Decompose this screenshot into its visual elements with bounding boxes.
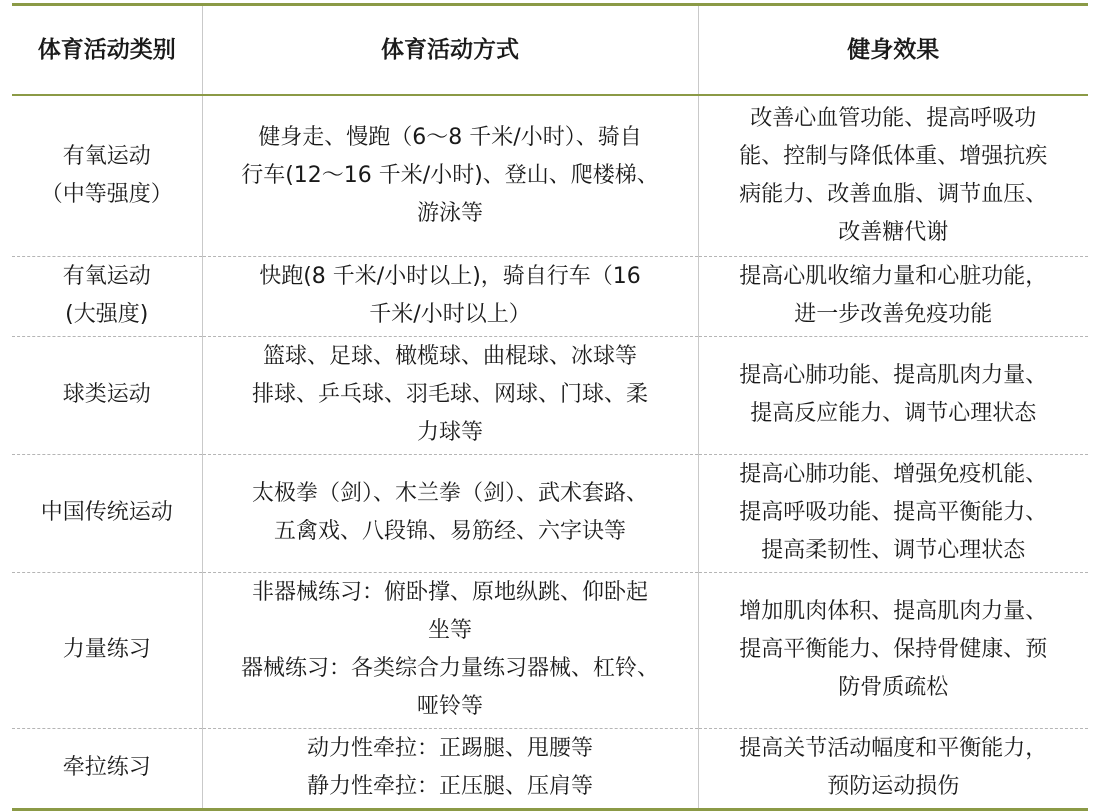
effect-line: 提高反应能力、调节心理状态 xyxy=(750,401,1037,426)
category-cell xyxy=(12,256,202,336)
table-row xyxy=(12,572,1088,728)
method-line: 坐等 xyxy=(427,618,472,643)
method-cell xyxy=(202,454,698,572)
effect-line: 提高呼吸功能、提高平衡能力、 xyxy=(739,500,1048,525)
method-line: 五禽戏、八段锦、易筋经、六字诀等 xyxy=(273,519,626,544)
category-line: （中等强度） xyxy=(40,181,173,207)
effect-line: 防骨质疏松 xyxy=(838,675,949,700)
category-cell xyxy=(12,728,202,808)
category-cell xyxy=(12,95,202,256)
header-category: 体育活动类别 xyxy=(12,6,202,95)
fitness-activity-table-container xyxy=(12,3,1088,811)
effect-cell xyxy=(698,728,1088,808)
method-line: 千米/小时以上） xyxy=(369,302,531,327)
method-line: 力球等 xyxy=(416,420,483,445)
effect-line: 改善心血管功能、提高呼吸功 xyxy=(750,105,1037,131)
effect-cell xyxy=(698,95,1088,256)
effect-line: 提高心肺功能、增强免疫机能、 xyxy=(739,462,1048,487)
method-cell xyxy=(202,336,698,454)
method-cell xyxy=(202,728,698,808)
category-line: 力量练习 xyxy=(62,637,151,662)
table-header-row xyxy=(12,6,1088,95)
effect-line: 进一步改善免疫功能 xyxy=(794,302,993,327)
effect-line: 提高柔韧性、调节心理状态 xyxy=(761,538,1026,563)
effect-line: 提高平衡能力、保持骨健康、预 xyxy=(739,637,1048,662)
category-line: 牵拉练习 xyxy=(62,755,151,781)
method-line: 游泳等 xyxy=(416,200,483,226)
method-cell xyxy=(202,95,698,256)
effect-line: 提高心肌收缩力量和心脏功能， xyxy=(739,264,1048,289)
table-row xyxy=(12,454,1088,572)
table-row xyxy=(12,728,1088,808)
category-line: 有氧运动 xyxy=(62,264,151,289)
method-line: 行车(12～16 千米/小时)、登山、爬楼梯、 xyxy=(241,162,659,188)
effect-line: 增加肌肉体积、提高肌肉力量、 xyxy=(739,599,1048,624)
effect-line: 病能力、改善血脂、调节血压、 xyxy=(739,181,1048,207)
method-line: 健身走、慢跑（6～8 千米/小时）、骑自 xyxy=(258,124,642,150)
method-line: 静力性牵拉：正压腿、压肩等 xyxy=(306,774,593,800)
category-line: 中国传统运动 xyxy=(40,500,173,525)
method-cell xyxy=(202,572,698,728)
table-row xyxy=(12,336,1088,454)
category-cell xyxy=(12,336,202,454)
header-effect: 健身效果 xyxy=(698,6,1088,95)
method-line: 哑铃等 xyxy=(416,694,483,719)
method-line: 篮球、足球、橄榄球、曲棍球、冰球等 xyxy=(262,344,637,369)
fitness-activity-table xyxy=(12,6,1088,808)
effect-cell xyxy=(698,256,1088,336)
effect-cell xyxy=(698,572,1088,728)
category-line: 有氧运动 xyxy=(62,143,151,169)
category-line: 球类运动 xyxy=(62,382,151,407)
table-row xyxy=(12,256,1088,336)
effect-line: 提高心肺功能、提高肌肉力量、 xyxy=(739,363,1048,388)
method-line: 太极拳（剑）、木兰拳（剑）、武术套路、 xyxy=(251,481,648,506)
method-line: 排球、乒乓球、羽毛球、网球、门球、柔 xyxy=(251,382,648,407)
effect-line: 能、控制与降低体重、增强抗疾 xyxy=(739,143,1048,169)
header-method: 体育活动方式 xyxy=(202,6,698,95)
method-line: 器械练习：各类综合力量练习器械、杠铃、 xyxy=(240,656,659,681)
effect-line: 提高关节活动幅度和平衡能力， xyxy=(739,736,1048,762)
effect-cell xyxy=(698,336,1088,454)
method-line: 动力性牵拉：正踢腿、甩腰等 xyxy=(306,736,593,762)
category-cell xyxy=(12,454,202,572)
method-line: 非器械练习：俯卧撑、原地纵跳、仰卧起 xyxy=(251,580,648,605)
method-cell xyxy=(202,256,698,336)
effect-line: 预防运动损伤 xyxy=(827,774,960,800)
category-cell xyxy=(12,572,202,728)
category-line: (大强度) xyxy=(65,302,149,327)
table-bottom-rule xyxy=(12,808,1088,811)
effect-line: 改善糖代谢 xyxy=(838,219,949,245)
table-row xyxy=(12,95,1088,256)
effect-cell xyxy=(698,454,1088,572)
method-line: 快跑(8 千米/小时以上)，骑自行车（16 xyxy=(259,264,641,289)
